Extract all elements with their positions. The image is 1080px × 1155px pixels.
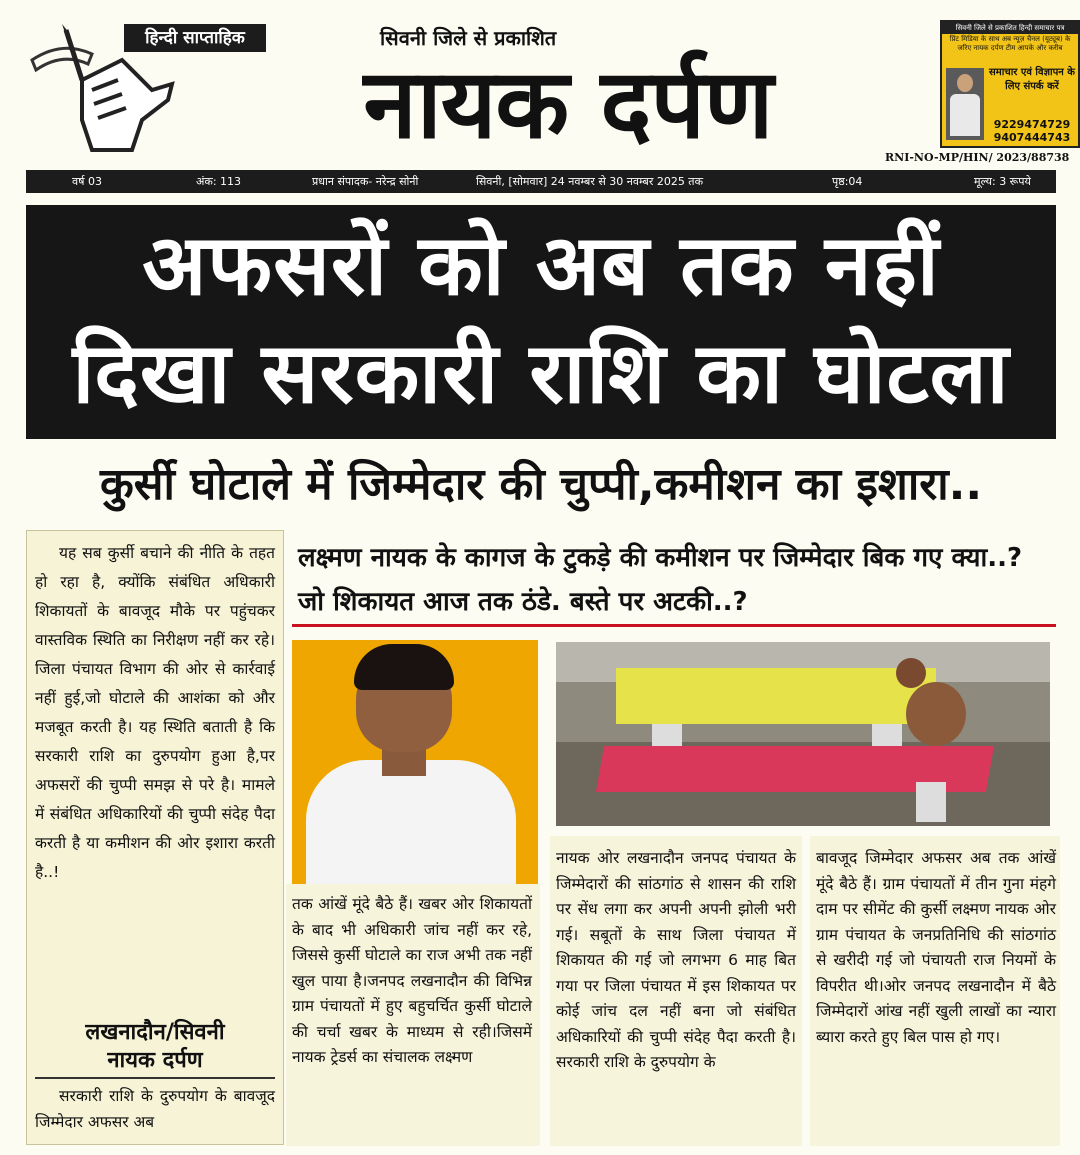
article-column-4: बावजूद जिम्मेदार अफसर अब तक आंखें मूंदे बैठे हैं। ग्राम पंचायतों में तीन गुना मंहगे दाम पर सीमेंट की कुर्सी लक्ष्मण नायक ओर ग्राम पंचायत के जनप्रतिनिधि की सांठगांठ से खरीदी गई जो पंचायती राज नियमों के विपरीत थी।ओर जनपद लखनादौन में बैठे जिम्मेदारों आंख नहीं खुली लाखों का न्यारा ब्यारा करते हुए बिल पास हो गए।	[816, 849, 1056, 1046]
article-column-2: तक आंखें मूंदे बैठे हैं। खबर ओर शिकायतों के बाद भी अधिकारी जांच नहीं कर रहे, जिससे कुर्सी घोटाले का राज अभी तक नहीं खुल पाया है।जनपद लखनादौन की विभिन्न ग्राम पंचायतों में हुए बहुचर्चित कुर्सी घोटाले की चर्चा खबर के माध्यम से रही।जिसमें नायक ट्रेडर्स का संचालक लक्ष्मण	[292, 895, 532, 1066]
chief-editor: प्रधान संपादक- नरेन्द्र सोनी	[312, 175, 419, 188]
page-number: पृष्ठ:04	[832, 175, 863, 188]
article-column-1: सरकारी राशि के दुरुपयोग के बावजूद जिम्मेदार अफसर अब	[35, 1087, 275, 1131]
deck-divider	[292, 624, 1056, 627]
deck-text: लक्ष्मण नायक के कागज के टुकड़े की कमीशन पर जिम्मेदार बिक गए क्या..? जो शिकायत आज तक ठंडे. बस्ते पर अटकी..?	[298, 543, 1023, 617]
main-headline	[26, 205, 1056, 439]
price: मूल्य: 3 रूपये	[974, 175, 1031, 188]
deck-box	[292, 530, 1056, 630]
advertisement-box	[940, 20, 1080, 148]
ad-contact-text: समाचार एवं विज्ञापन के लिए संपर्क करें	[989, 67, 1075, 92]
published-from: सिवनी जिले से प्रकाशित	[380, 26, 557, 50]
year: वर्ष 03	[72, 175, 102, 188]
intro-paragraph: यह सब कुर्सी बचाने की नीति के तहत हो रहा है, क्योंकि संबंधित अधिकारी शिकायतों के बावजूद मौके पर पहुंचकर वास्तविक स्थिति का निरीक्षण नहीं कर रहे। जिला पंचायत विभाग की ओर से कार्रवाई नहीं हुई,जो घोटाले की आशंका को और मजबूत करती है। यह स्थिति बताती है कि सरकारी राशि का दुरुपयोग हुआ है,पर अफसरों की चुप्पी समझ से परे है। मामले में संबंधित अधिकारियों की चुप्पी संदेह पैदा करती है या कमीशन की ओर इशारा करती है..!	[35, 544, 275, 881]
headline-line-1: अफसरों को अब तक नहीं	[142, 216, 940, 314]
headline-line-2: दिखा सरकारी राशि का घोटला	[72, 324, 1010, 422]
subheadline: कुर्सी घोटाले में जिम्मेदार की चुप्पी,कमीशन का इशारा..	[99, 459, 983, 510]
divider	[35, 1077, 275, 1079]
dateline-place: लखनादौन/सिवनी	[85, 1020, 225, 1045]
issue-date: सिवनी, [सोमवार] 24 नवम्बर से 30 नवम्बर 2025 तक	[476, 175, 704, 188]
rni-number: RNI-NO-MP/HIN/ 2023/88738	[885, 151, 1070, 164]
issue-number: अंक: 113	[196, 175, 242, 188]
dateline-source: नायक दर्पण	[107, 1048, 203, 1073]
article-column-3: नायक ओर लखनादौन जनपद पंचायत के जिम्मेदारों की सांठगांठ से शासन की राशि पर सेंध लगा कर अपनी अपनी झोली भरी गई। सबूतों के साथ जिला पंचायत में शिकायत की गई जो लगभग 6 माह बित गया पर जिला पंचायत में इस शिकायत पर कोई जांच दल नहीं बना जो संबंधित अधिकारियों की चुप्पी संदेह पैदा करती है। सरकारी राशि के दुरुपयोग के	[556, 849, 796, 1071]
ad-tagline: प्रिंट मिडिया के साथ अब न्यूज़ चैनल (यूट्यूब) के जरिए नायक दर्पण टीम आपके और करीब	[949, 35, 1071, 52]
portrait-photo	[292, 640, 538, 886]
bench-photo	[556, 642, 1050, 826]
ad-phone-2: 9407444743	[993, 131, 1071, 144]
ad-header: सिवनी जिले से प्रकाशित हिन्दी समाचार पत्र	[942, 22, 1078, 34]
newspaper-title: नायक दर्पण	[363, 48, 773, 160]
dateline	[27, 1019, 283, 1075]
ad-phone-1: 9229474729	[993, 118, 1071, 131]
edition-badge: हिन्दी साप्ताहिक	[124, 24, 266, 52]
ad-portrait	[946, 68, 984, 140]
issue-info-bar	[26, 170, 1056, 193]
intro-panel	[26, 530, 284, 1145]
